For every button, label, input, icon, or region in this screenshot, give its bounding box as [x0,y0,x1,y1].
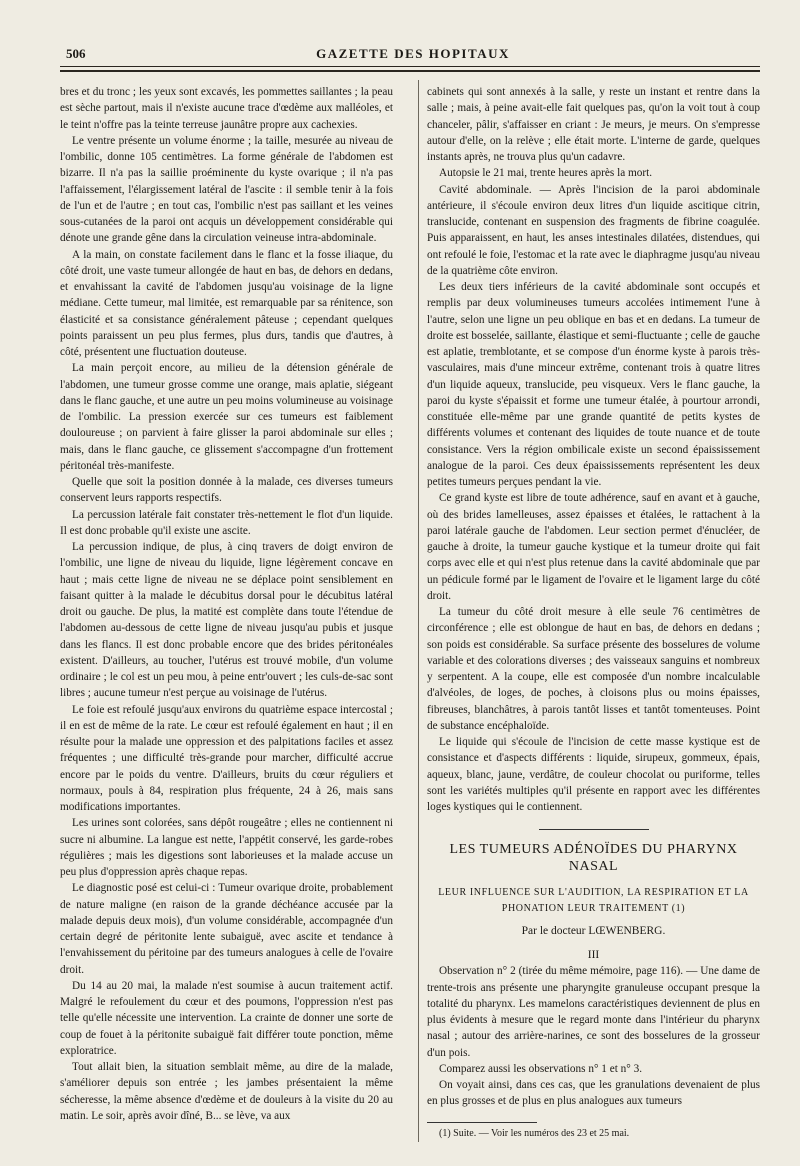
paragraph: cabinets qui sont annexés à la salle, y reste un instant et rentre dans la salle ; mais, à peine avait-elle fait quelques pas, qu'on la voit tout à coup chanceler, pâlir, s'affaisser en criant : Je meurs, je meurs. On s'empresse autour d'elle, on la relève ; elle était morte. L'interne de garde, quelques instants après, ne trouva plus qu'un cadavre. [427,86,760,163]
paragraph: On voyait ainsi, dans ces cas, que les granulations devenaient de plus en plus grosses et de plus en plus analogues aux tumeurs [427,1079,760,1108]
paragraph: Le foie est refoulé jusqu'aux environs du quatrième espace intercostal ; il en est de même de la rate. Le cœur est refoulé également en haut ; il en résulte pour la malade une oppression et des palpitations faciles et assez fréquentes ; une difficulté très-grande pour marcher, difficulté accrue encore par le poids du ventre. D'ailleurs, bruits du cœur réguliers et normaux, pouls à 84, respiration plus fréquente, 24 à 26, mais sans modifications importantes. [60,703,393,813]
paragraph: Quelle que soit la position donnée à la malade, ces diverses tumeurs conservent leurs rapports respectifs. [60,476,393,505]
journal-title: GAZETTE DES HOPITAUX [316,46,510,61]
page-header [66,44,760,66]
paragraph: Autopsie le 21 mai, trente heures après la mort. [439,167,653,180]
paragraph: Tout allait bien, la situation semblait même, au dire de la malade, s'améliorer depuis son entrée ; les jambes présentaient la même sécheresse, la même absence d'œdème et de douleurs à la visite du 20 au matin. Le soir, après avoir dîné, B... se lève, va aux [60,1061,393,1122]
page-number: 506 [66,46,86,61]
paragraph: Comparez aussi les observations n° 1 et n° 3. [439,1062,643,1075]
paragraph: bres et du tronc ; les yeux sont excavés, les pommettes saillantes ; la peau est sèche partout, mais il n'existe aucune trace d'œdème aux malléoles, et le teint n'offre pas la teinte terreuse jaunâtre propre aux cachexies. [60,86,393,131]
paragraph: La percussion indique, de plus, à cinq travers de doigt environ de l'ombilic, une ligne de niveau du liquide, ligne légèrement concave en haut ; mais cette ligne de niveau ne se déplace point sensiblement en faisant quitter à la malade le décubitus dorsal pour le décubitus latéral droit ou gauche. De plus, la matité est complète dans toute l'étendue de l'abdomen au-dessous de cette ligne de niveau jusqu'au pubis et jusque dans les flancs. Il est donc probable encore que des brides péritonéales existent. D'ailleurs, au toucher, l'utérus est trouvé mobile, d'un volume ordinaire ; le col est un peu mou, à peine entr'ouvert ; les culs-de-sac sont libres ; aucune tumeur n'est perçue au voisinage de l'utérus. [60,541,393,700]
footnote-rule [427,1122,537,1123]
paragraph: Le liquide qui s'écoule de l'incision de cette masse kystique est de consistance et d'aspects différents : liquide, sirupeux, gommeux, épais, aqueux, blanc, jaune, verdâtre, de couleur chocolat ou puriforme, telles sont les variétés multiples qu'il présente en rapport avec les différentes loges kystiques qui le contiennent. [427,736,760,813]
left-column [60,84,393,1150]
section-separator [427,829,760,830]
paragraph: Ce grand kyste est libre de toute adhérence, sauf en avant et à gauche, où des brides lamelleuses, assez épaisses et étalées, le rattachent à la paroi latérale gauche de l'abdomen. Leur section permet d'énucléer, de gauche à droite, la tumeur gauche kystique et la tumeur droite qui fait corps avec elle et qui n'est plus retenue dans la cavité abdominale que par un pédicule formé par le ligament de l'ovaire et le ligament large du côté droit. [427,492,760,602]
article-author: Par le docteur LŒWENBERG. [521,924,666,937]
paragraph: La percussion latérale fait constater très-nettement le flot d'un liquide. Il est donc probable qu'il existe une ascite. [60,508,393,537]
paragraph: La main perçoit encore, au milieu de la détension générale de l'abdomen, une tumeur grosse comme une orange, mais aplatie, siégeant dans le flanc gauche, et une autre un peu moins volumineuse au voisinage de l'ombilic. La pression exercée sur ces tumeurs est faiblement douloureuse ; on parvient à faire glisser la paroi abdominale sur elles ; mais, dans le flanc gauche, ce glissement s'accompagne d'un frottement péritonéal très-manifeste. [60,362,393,472]
paragraph: Du 14 au 20 mai, la malade n'est soumise à aucun traitement actif. Malgré le refoulement du cœur et des poumons, l'oppression n'est pas telle qu'elle nécessite une intervention. La crainte de donner une sorte de coup de fouet à la péritonite subaiguë fait différer toute ponction, même exploratrice. [60,979,393,1057]
paragraph: Observation n° 2 (tirée du même mémoire, page 116). — Une dame de trente-trois ans présente une pharyngite granuleuse occupant presque la totalité du pharynx. Les mamelons caractéristiques deviennent de plus en plus évidents à mesure que le regard monte dans l'intérieur du pharynx nasal ; autour des arrière-narines, ce sont des bosselures de la grosseur d'un pois. [427,965,760,1059]
paragraph: A la main, on constate facilement dans le flanc et la fosse iliaque, du côté droit, une vaste tumeur allongée de haut en bas, de dehors en dedans, et envahissant la cavité de l'abdomen jusqu'au voisinage de la ligne médiane. Cette tumeur, mal limitée, est remarquable par sa rénitence, son élasticité et sa consistance généralement pâteuse ; cependant quelques points paraissent un peu plus fermes, plus durs, tandis que d'autres, à côté, présentent une fluctuation douteuse. [60,248,393,358]
header-rule [60,66,760,67]
header-rule-thick [60,70,760,72]
paragraph: Le diagnostic posé est celui-ci : Tumeur ovarique droite, probablement de nature maligne (en raison de la grande déchéance accusée par la malade depuis deux mois), d'un volume considérable, accompagnée d'un certain degré de péritonite lente subaiguë, avec ascite et tendance à l'envahissement du péritoine par des tumeurs analogues à celle de l'ovaire droit. [60,882,393,976]
paragraph: Les deux tiers inférieurs de la cavité abdominale sont occupés et remplis par deux volumineuses tumeurs accolées intimement l'une à l'autre, selon une ligne un peu oblique en bas et en dedans. La tumeur de droite est bosselée, saillante, élastique et semi-fluctuante ; celle de gauche est aplatie, tremblotante, et se compose d'un énorme kyste à parois très-vasculaires, mais d'une minceur extrême, contenant trois à quatre litres d'un liquide aqueux, translucide, peu visqueux. Vers le flanc gauche, la paroi du kyste s'épaissit et forme une tumeur étalée, à pourtour arrondi, constituée elle-même par une grande quantité de petits kystes de différents volumes et contenant des liquides de toute nuance et de toute consistance. Vers la région ombilicale existe un second épaississement analogue de la paroi. Ces deux épaississements représentent les deux petites tumeurs perçues pendant la vie. [427,281,760,488]
right-column [427,84,760,1150]
article-subtitle: LEUR INFLUENCE SUR L'AUDITION, LA RESPIRATION ET LA PHONATION LEUR TRAITEMENT (1) [438,886,749,914]
section-number: III [587,949,600,961]
column-divider [418,80,419,1142]
paragraph: Les urines sont colorées, sans dépôt rougeâtre ; elles ne contiennent ni sucre ni albumine. La langue est nette, l'appétit conservé, les garde-robes régulières ; mais les digestions sont laborieuses et la malade accuse un peu plus d'oppression après chaque repas. [60,817,393,878]
paragraph: La tumeur du côté droit mesure à elle seule 76 centimètres de circonférence ; elle est oblongue de haut en bas, de dehors en dedans ; son poids est considérable. Sa surface présente des bosselures de volume variable et des colorations diverses ; des vaisseaux sanguins et nombreux y serpentent. A la coupe, elle est composée d'un nombre incalculable d'alvéoles, de loges, de poches, à cloisons plus ou moins épaisses, fibreuses, blanchâtres, à parois tantôt lisses et tantôt tomenteuses. Point de substance encéphaloïde. [427,606,760,732]
footnote: (1) Suite. — Voir les numéros des 23 et 25 mai. [439,1127,630,1139]
paragraph: Le ventre présente un volume énorme ; la taille, mesurée au niveau de l'ombilic, donne 105 centimètres. La forme générale de l'abdomen est bizarre. Il n'a pas la saillie proéminente du kyste ovarique ; il n'a pas l'affaissement, l'élargissement latéral de l'ascite : il semble tenir à la fois de l'un et de l'autre ; en tout cas, l'ombilic n'est pas saillant et les veines sous-cutanées de la paroi ont acquis un développement considérable qui dénote une grande gêne dans la circulation veineuse intra-abdominale. [60,134,393,245]
article-title: LES TUMEURS ADÉNOÏDES DU PHARYNX NASAL [449,842,738,874]
paragraph: Cavité abdominale. — Après l'incision de la paroi abdominale antérieure, il s'écoule environ deux litres d'un liquide ascitique citrin, translucide, contenant en suspension des fragments de fibrine coagulée. Puis apparaissent, en haut, les anses intestinales dilatées, distendues, qui ont refoulé le foie, l'estomac et la rate avec le diaphragme jusqu'au niveau de la quatrième côte environ. [427,183,760,277]
